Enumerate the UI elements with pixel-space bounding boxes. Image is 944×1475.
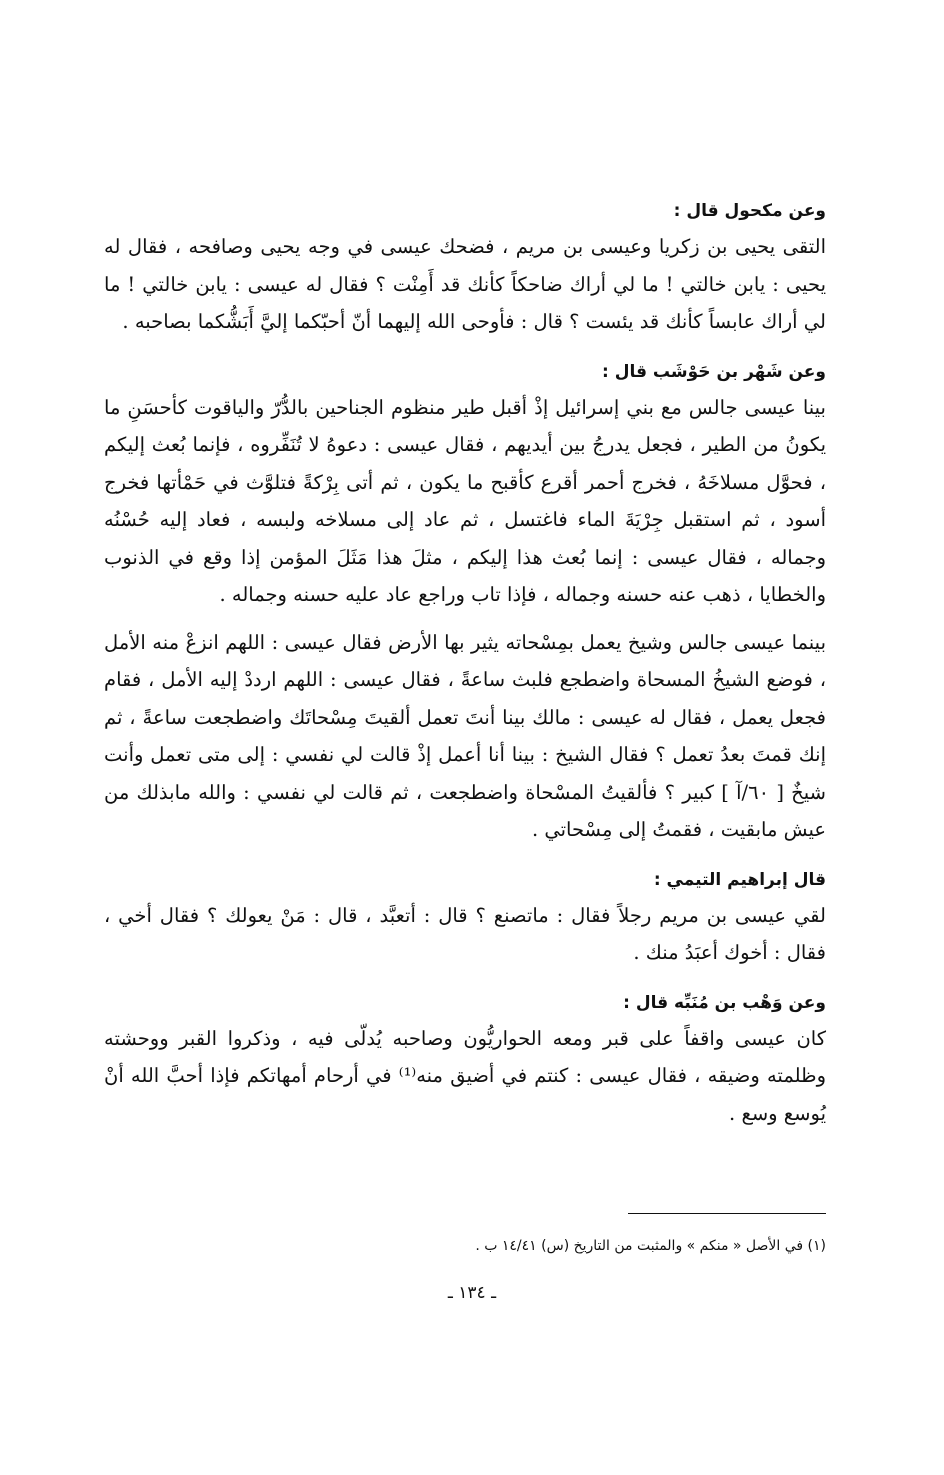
paragraph: التقى يحيى بن زكريا وعيسى بن مريم ، فضحك عيسى في وجه يحيى وصافحه ، فقال له يحيى : يابن خالتي ! ما لي أراك ضاحكاً كأنك قد أَمِنْت ؟ فقال له عيسى : يابن خالتي ! ما لي أراك عابساً كأنك قد يئست ؟ قال : فأوحى الله إليهما أنّ أحبّكما إليَّ أَبَشُّكما بصاحبه . [104,235,826,333]
section-heading: قال إبراهيم التيمي : [653,869,826,890]
paragraph: بينما عيسى جالس وشيخ يعمل بمِسْحاته يثير بها الأرض فقال عيسى : اللهم انزعْ منه الأمل ، فوضع الشيخُ المسحاة واضطجع فلبث ساعةً ، فقال عيسى : اللهم ارددْ إليه الأمل ، فقام فجعل يعمل ، فقال له عيسى : مالك بينا أنتَ تعمل ألقيتَ مِسْحاتَك واضطجعت ساعةً ، ثم إنك قمتَ بعدُ تعمل ؟ فقال الشيخ : بينا أنا أعمل إذْ قالت لي نفسي : إلى متى تعمل وأنت شيخٌ [ ٦٠/آ ] كبير ؟ فألقيتُ المسْحاة واضطجعت ، ثم قالت لي نفسي : والله مابذلك من عيش مابقيت ، فقمتُ إلى مِسْحاتي . [104,630,826,841]
paragraph: بينا عيسى جالس مع بني إسرائيل إذْ أقبل طير منظوم الجناحين بالدُّرّ والياقوت كأحسَنِ ما يكونُ من الطير ، فجعل يدرجُ بين أيديهم ، فقال عيسى : دعوهُ لا تُنَفِّروه ، فإنما بُعث إليكم ، فحوَّل مسلاخَهُ ، فخرج أحمر أقرع كأقبح ما يكون ، ثم أتى بِرْكةً فتلوَّث في حَمْأتها فخرج أسود ، ثم استقبل جِرْيَةَ الماء فاغتسل ، ثم عاد إلى مسلاخه ولبسه ، فعاد إليه حُسْنُه وجماله ، فقال عيسى : إنما بُعث هذا إليكم ، مثلَ هذا مَثَلَ المؤمن إذا وقع في الذنوب والخطايا ، ذهب عنه حسنه وجماله ، فإذا تاب وراجع عاد عليه حسنه وجماله . [104,395,826,606]
footnote-divider [628,1213,826,1214]
section-heading: وعن شَهْر بن حَوْشَب قال : [602,361,826,382]
section-heading: وعن مكحول قال : [673,201,826,221]
paragraph: كان عيسى واقفاً على قبر ومعه الحواريُّون وصاحبه يُدلّى فيه ، وذكروا القبر ووحشته وظلمته وضيقه ، فقال عيسى : كنتم في أضيق منه⁽¹⁾ في أرحام أمهاتكم فإذا أحبَّ الله أنْ يُوسع وسع . [104,1026,826,1125]
page-number: ـ ١٣٤ ـ [447,1283,497,1303]
section-heading: وعن وَهْب بن مُنَبِّه قال : [623,992,826,1013]
footnote: (١) في الأصل « منكم » والمثبت من التاريخ (س) ١٤/٤١ ب . [475,1238,826,1254]
paragraph: لقي عيسى بن مريم رجلاً فقال : ماتصنع ؟ قال : أتعبَّد ، قال : مَنْ يعولك ؟ فقال أخي ، فقال : أخوك أعبَدُ منك . [104,903,826,964]
section-shahr [104,357,826,849]
section-makhul [104,196,826,341]
section-ibrahim [104,865,826,972]
page-body [104,196,826,1132]
section-wahb [104,988,826,1133]
